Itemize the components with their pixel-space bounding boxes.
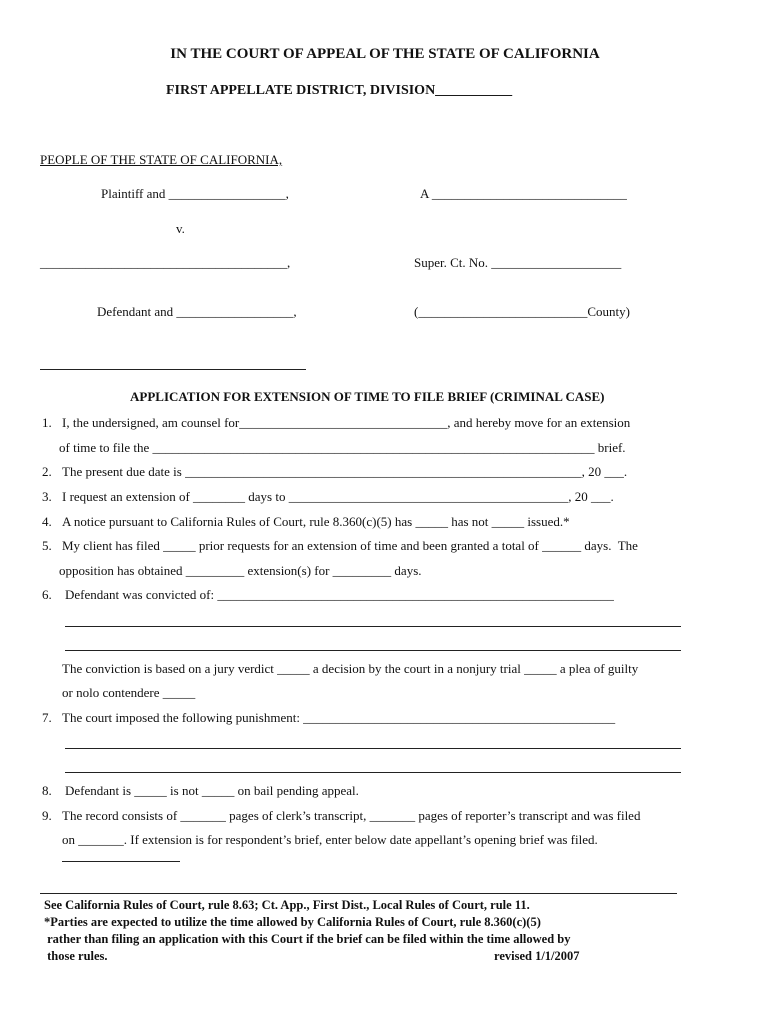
item-number: 8. — [42, 783, 52, 798]
item-6-blank-line[interactable] — [65, 650, 681, 651]
footer-rules-reference: See California Rules of Court, rule 8.63; Ct. App., First Dist., Local Rules of Court, rule 11. — [44, 898, 530, 912]
revision-date: revised 1/1/2007 — [494, 949, 580, 963]
item-1-counsel-for[interactable]: I, the undersigned, am counsel for________________________________, and hereby move for an extension — [62, 415, 631, 430]
superior-court-number-field[interactable]: Super. Ct. No. ____________________ — [414, 255, 622, 270]
plaintiff-line: Plaintiff and __________________, — [101, 186, 289, 201]
item-number: 9. — [42, 808, 52, 823]
item-7-punishment[interactable]: The court imposed the following punishment: ________________________________________________ — [62, 710, 616, 725]
opening-brief-date-line[interactable] — [62, 861, 180, 862]
item-6-conviction-basis[interactable]: The conviction is based on a jury verdict _____ a decision by the court in a nonjury trial _____ a plea of guilty — [62, 661, 639, 676]
item-number: 4. — [42, 514, 52, 529]
item-number: 3. — [42, 489, 52, 504]
district-heading: FIRST APPELLATE DISTRICT, DIVISION___________ — [166, 83, 513, 98]
item-6-blank-line[interactable] — [65, 626, 681, 627]
item-6-convicted-of[interactable]: Defendant was convicted of: _____________________________________________________________ — [65, 587, 614, 602]
defendant-line: Defendant and __________________, — [97, 304, 297, 319]
item-3-extension-request[interactable]: I request an extension of ________ days to ___________________________________________, 20 ___. — [62, 489, 614, 504]
item-4-notice[interactable]: A notice pursuant to California Rules of Court, rule 8.360(c)(5) has _____ has not _____ issued.* — [62, 514, 570, 529]
item-5-prior-requests[interactable]: My client has filed _____ prior requests for an extension of time and been granted a total of ______ days. The — [62, 538, 638, 553]
versus-text: v. — [176, 221, 185, 236]
court-heading: IN THE COURT OF APPEAL OF THE STATE OF CALIFORNIA — [170, 46, 600, 62]
footer-note-continued: rather than filing an application with this Court if the brief can be filed within the time allowed by — [44, 932, 571, 946]
case-number-field[interactable]: A ______________________________ — [420, 186, 627, 201]
item-7-blank-line[interactable] — [65, 772, 681, 773]
item-2-due-date[interactable]: The present due date is _____________________________________________________________, 20 ___. — [62, 464, 628, 479]
item-number: 7. — [42, 710, 52, 725]
item-6-nolo-contendere[interactable]: or nolo contendere _____ — [62, 685, 196, 700]
item-number: 1. — [42, 415, 52, 430]
item-number: 2. — [42, 464, 52, 479]
form-title: APPLICATION FOR EXTENSION OF TIME TO FILE BRIEF (CRIMINAL CASE) — [130, 389, 605, 404]
item-8-bail[interactable]: Defendant is _____ is not _____ on bail pending appeal. — [65, 783, 359, 798]
item-5-opposition[interactable]: opposition has obtained _________ extension(s) for _________ days. — [59, 563, 422, 578]
item-1-brief[interactable]: of time to file the ____________________________________________________________________ brief. — [59, 440, 626, 455]
defendant-name-field[interactable]: ______________________________________, — [40, 255, 291, 270]
footer-divider — [40, 893, 677, 894]
item-number: 5. — [42, 538, 52, 553]
county-field[interactable]: (__________________________County) — [414, 304, 630, 319]
people-line: PEOPLE OF THE STATE OF CALIFORNIA, — [40, 152, 283, 167]
item-number: 6. — [42, 587, 52, 602]
item-9-record[interactable]: The record consists of _______ pages of clerk’s transcript, _______ pages of reporter’s transcript and was filed — [62, 808, 641, 823]
item-7-blank-line[interactable] — [65, 748, 681, 749]
footer-note-end: those rules. — [44, 949, 108, 963]
footer-note: *Parties are expected to utilize the time allowed by California Rules of Court, rule 8.360(c)(5) — [44, 915, 541, 929]
caption-divider — [40, 369, 306, 370]
item-9-filed-on[interactable]: on _______. If extension is for respondent’s brief, enter below date appellant’s opening brief was filed. — [62, 832, 598, 847]
